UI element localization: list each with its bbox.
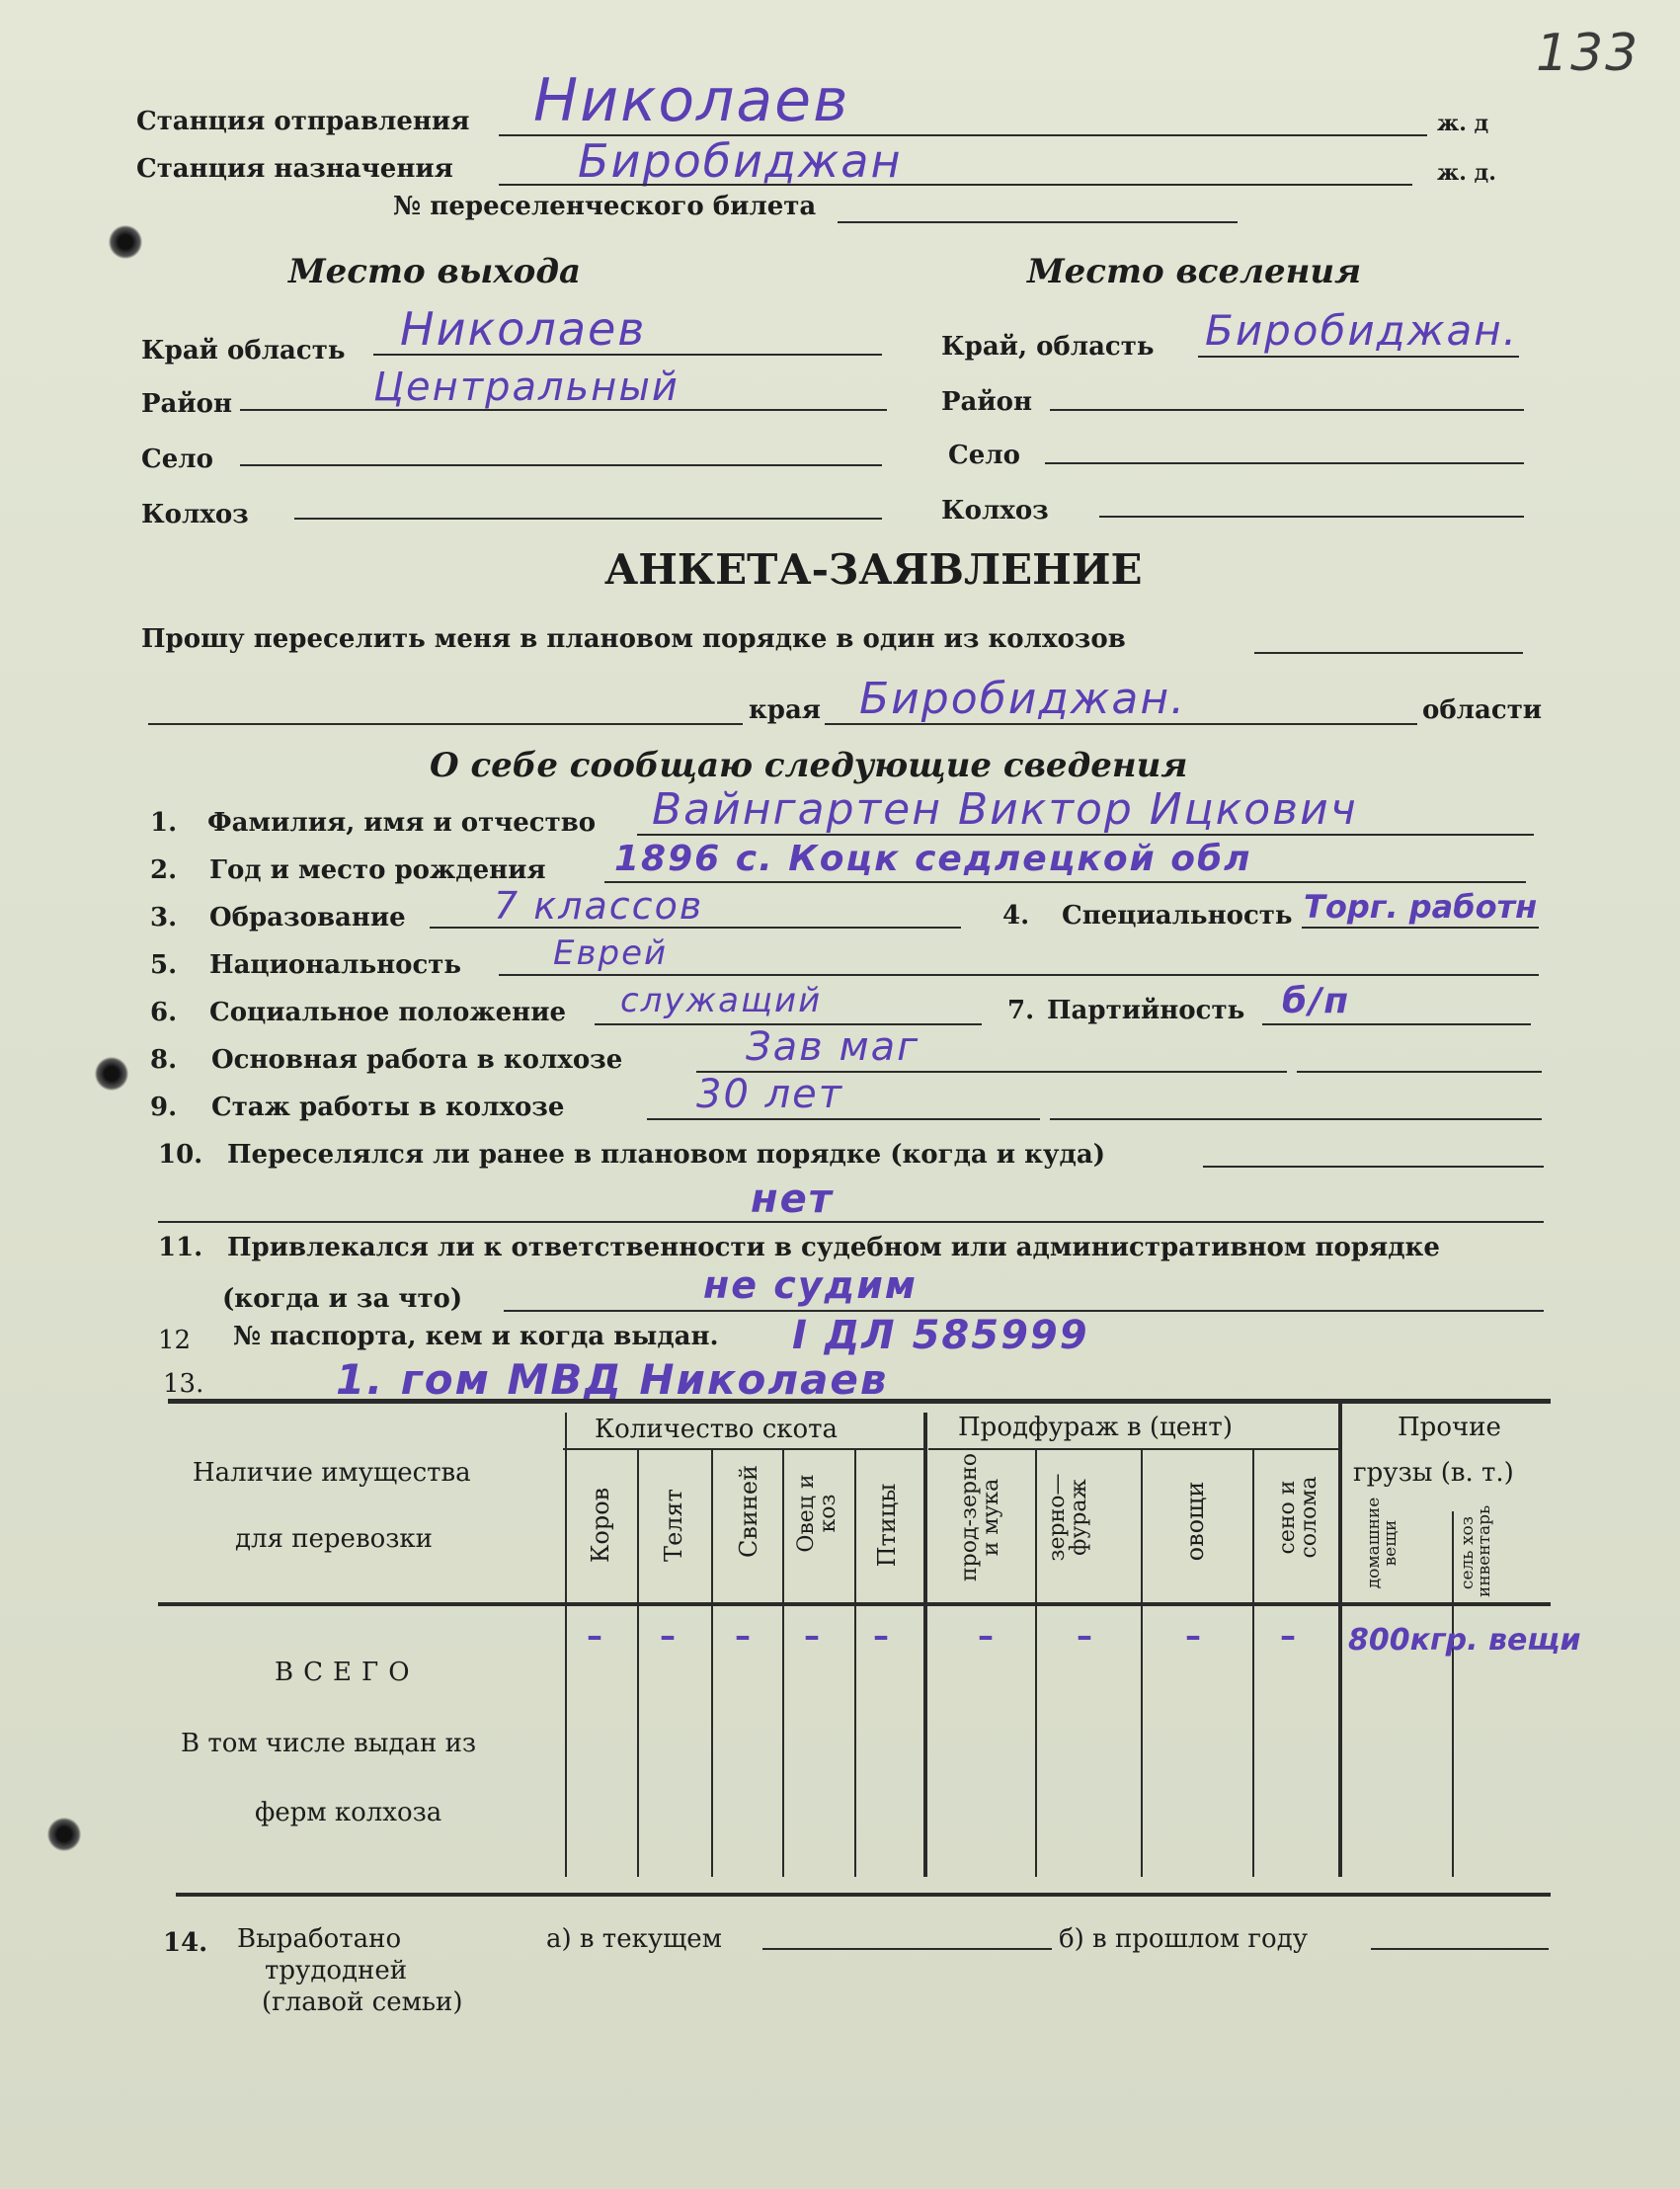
field-3-value: 7 классов <box>494 884 704 928</box>
workdays-previous-line <box>1371 1948 1549 1950</box>
oblasti-label: области <box>1422 695 1543 725</box>
workdays-current-line <box>762 1948 1052 1950</box>
destination-station-value: Биробиджан <box>578 134 903 188</box>
table-col-household: домашние вещи <box>1364 1497 1400 1589</box>
origin-raion-label: Район <box>141 389 233 419</box>
field-9-label: Стаж работы в колхозе <box>211 1093 565 1122</box>
request-kolkhoz-line <box>1254 652 1523 654</box>
field-6-value: служащий <box>620 981 823 1020</box>
table-col-divider <box>1252 1448 1254 1877</box>
field-11-num: 11. <box>158 1233 203 1262</box>
field-4-num: 4. <box>1002 901 1030 931</box>
table-group-fodder: Продфураж в (цент) <box>958 1413 1233 1442</box>
field-7-num: 7. <box>1007 996 1035 1025</box>
field-1-label: Фамилия, имя и отчество <box>207 808 597 838</box>
field-10-label: Переселялся ли ранее в плановом порядке (когда и куда) <box>227 1140 1106 1170</box>
table-row-header-2: для перевозки <box>235 1524 433 1554</box>
table-group-other-1: Прочие <box>1398 1413 1501 1442</box>
workdays-label-3: (главой семьи) <box>262 1987 463 2017</box>
table-group-livestock: Количество скота <box>595 1415 839 1444</box>
field-3-label: Образование <box>209 903 406 932</box>
field-12-num: 12 <box>158 1326 192 1355</box>
field-2-label: Год и место рождения <box>209 855 546 885</box>
table-row-header-1: Наличие имущества <box>193 1458 471 1488</box>
field-5-num: 5. <box>150 950 178 980</box>
field-7-line <box>1262 1023 1531 1025</box>
table-value-pigs: – <box>735 1617 751 1655</box>
field-1-num: 1. <box>150 808 178 838</box>
field-8-label: Основная работа в колхозе <box>211 1045 623 1075</box>
destination-kolkhoz-label: Колхоз <box>941 496 1049 526</box>
ticket-label: № переселенческого билета <box>393 192 817 221</box>
field-12-value: I ДЛ 585999 <box>792 1313 1089 1358</box>
railway-suffix-1: ж. д <box>1437 111 1489 136</box>
field-1-line <box>637 834 1534 836</box>
field-5-value: Еврей <box>553 933 669 973</box>
destination-selo-line <box>1045 462 1524 464</box>
table-col-divider <box>711 1448 713 1877</box>
field-3-num: 3. <box>150 903 178 932</box>
field-11-value: не судим <box>703 1263 918 1307</box>
destination-station-label: Станция назначения <box>136 154 453 184</box>
table-value-cows: – <box>587 1617 602 1655</box>
punch-hole <box>95 1057 128 1091</box>
origin-selo-line <box>240 464 882 466</box>
field-6-num: 6. <box>150 998 178 1027</box>
field-13-value: 1. гом МВД Николаев <box>336 1355 889 1404</box>
departure-station-label: Станция отправления <box>136 107 470 136</box>
table-col-divider <box>1141 1448 1143 1877</box>
field-2-value: 1896 с. Коцк седлецкой обл <box>614 839 1252 879</box>
table-col-divider <box>1452 1511 1454 1877</box>
punch-hole <box>47 1818 81 1851</box>
field-9-value: 30 лет <box>696 1072 844 1117</box>
field-7-label: Партийность <box>1047 996 1245 1025</box>
destination-heading: Место вселения <box>1027 252 1362 291</box>
field-11-label-2: (когда и за что) <box>222 1284 463 1314</box>
kraya-line <box>825 723 1417 725</box>
table-col-pigs: Свиней <box>735 1464 762 1559</box>
table-value-birds: – <box>873 1617 889 1655</box>
table-col-divider <box>1035 1448 1037 1877</box>
field-1-value: Вайнгартен Виктор Ицкович <box>652 784 1358 835</box>
table-value-calves: – <box>660 1617 676 1655</box>
field-8-extra-line <box>1297 1071 1542 1073</box>
field-6-label: Социальное положение <box>209 998 567 1027</box>
origin-kolkhoz-label: Колхоз <box>141 500 249 529</box>
table-col-divider <box>923 1413 927 1877</box>
origin-raion-value: Центральный <box>373 365 680 410</box>
table-group-livestock-rule <box>563 1448 923 1450</box>
table-col-vegetables: овощи <box>1181 1481 1209 1562</box>
destination-station-line <box>499 184 1412 186</box>
destination-kolkhoz-line <box>1099 516 1524 518</box>
railway-suffix-2: ж. д. <box>1437 160 1496 186</box>
table-bottom-rule <box>176 1893 1551 1897</box>
kraya-label: края <box>749 695 822 725</box>
table-value-vegetables: – <box>1185 1617 1201 1655</box>
table-col-grain: прод-зерно и мука <box>957 1453 1003 1581</box>
origin-selo-label: Село <box>141 445 213 474</box>
table-col-divider <box>782 1448 784 1877</box>
destination-raion-label: Район <box>941 387 1033 417</box>
field-12-label: № паспорта, кем и когда выдан. <box>233 1322 719 1351</box>
table-col-fodder: зерно—фураж <box>1045 1473 1091 1562</box>
workdays-previous-label: б) в прошлом году <box>1059 1924 1309 1954</box>
origin-raion-line <box>240 409 887 411</box>
field-3-line <box>430 927 961 929</box>
kraya-value: Биробиджан. <box>859 674 1187 724</box>
field-11-label: Привлекался ли к ответственности в судебном или административном порядке <box>227 1233 1440 1262</box>
workdays-current-label: а) в текущем <box>546 1924 722 1954</box>
field-10-line-2 <box>158 1221 1544 1223</box>
destination-krai-line <box>1198 356 1519 358</box>
punch-hole <box>109 225 142 259</box>
workdays-label-1: Выработано <box>237 1924 402 1954</box>
table-col-cows: Коров <box>587 1487 614 1564</box>
request-text: Прошу переселить меня в плановом порядке в один из колхозов <box>141 624 1126 654</box>
table-col-sheep: Овец и коз <box>794 1474 840 1553</box>
workdays-num: 14. <box>163 1928 208 1958</box>
table-value-fodder: – <box>1077 1617 1092 1655</box>
table-value-sheep: – <box>804 1617 820 1655</box>
table-col-divider <box>1338 1403 1342 1877</box>
form-title: АНКЕТА-ЗАЯВЛЕНИЕ <box>604 545 1143 594</box>
field-10-num: 10. <box>158 1140 203 1170</box>
table-group-other-2: грузы (в. т.) <box>1353 1458 1514 1488</box>
table-value-hay: – <box>1280 1617 1296 1655</box>
page-number: 133 <box>1536 24 1640 83</box>
workdays-label-2: трудодней <box>265 1956 408 1986</box>
field-2-num: 2. <box>150 855 178 885</box>
field-4-value: Торг. работн <box>1304 888 1538 926</box>
table-value-grain: – <box>978 1617 994 1655</box>
origin-krai-line <box>373 354 882 356</box>
destination-raion-line <box>1050 409 1524 411</box>
field-8-num: 8. <box>150 1045 178 1075</box>
field-9-extra-line <box>1050 1118 1542 1120</box>
field-7-value: б/п <box>1282 981 1351 1021</box>
origin-heading: Место выхода <box>288 252 582 291</box>
table-col-birds: Птицы <box>873 1483 901 1568</box>
table-row-issued-2: ферм колхоза <box>255 1798 442 1827</box>
table-top-rule <box>168 1399 1551 1404</box>
destination-krai-value: Биробиджан. <box>1205 306 1519 355</box>
field-10-value: нет <box>751 1176 834 1222</box>
ticket-line <box>838 221 1238 223</box>
field-5-line <box>499 974 1539 976</box>
table-col-divider <box>565 1413 567 1877</box>
departure-station-value: Николаев <box>533 66 850 135</box>
table-row-total: ВСЕГО <box>275 1658 420 1687</box>
field-10-line <box>1203 1166 1544 1168</box>
request-blank-line <box>148 723 743 725</box>
field-4-line <box>1302 927 1539 929</box>
destination-krai-label: Край, область <box>941 332 1155 362</box>
field-4-label: Специальность <box>1062 901 1293 931</box>
origin-krai-label: Край область <box>141 336 346 365</box>
field-11-line <box>504 1310 1544 1312</box>
field-5-label: Национальность <box>209 950 462 980</box>
table-value-other: 800кгр. вещи <box>1348 1623 1581 1658</box>
field-9-line <box>647 1118 1040 1120</box>
table-col-hay: сено и солома <box>1275 1476 1321 1559</box>
table-col-divider <box>854 1448 856 1877</box>
origin-krai-value: Николаев <box>400 302 647 356</box>
origin-kolkhoz-line <box>294 518 882 520</box>
info-heading: О себе сообщаю следующие сведения <box>430 746 1188 785</box>
table-col-divider <box>637 1448 639 1877</box>
table-row-issued-1: В том числе выдан из <box>181 1729 477 1758</box>
destination-selo-label: Село <box>948 441 1020 470</box>
field-9-num: 9. <box>150 1093 178 1122</box>
field-8-value: Зав маг <box>746 1024 920 1070</box>
field-13-num: 13. <box>163 1369 204 1399</box>
field-2-line <box>604 881 1526 883</box>
table-col-calves: Телят <box>660 1489 687 1562</box>
table-col-farm-tools: сель хоз инвентарь <box>1458 1504 1494 1597</box>
